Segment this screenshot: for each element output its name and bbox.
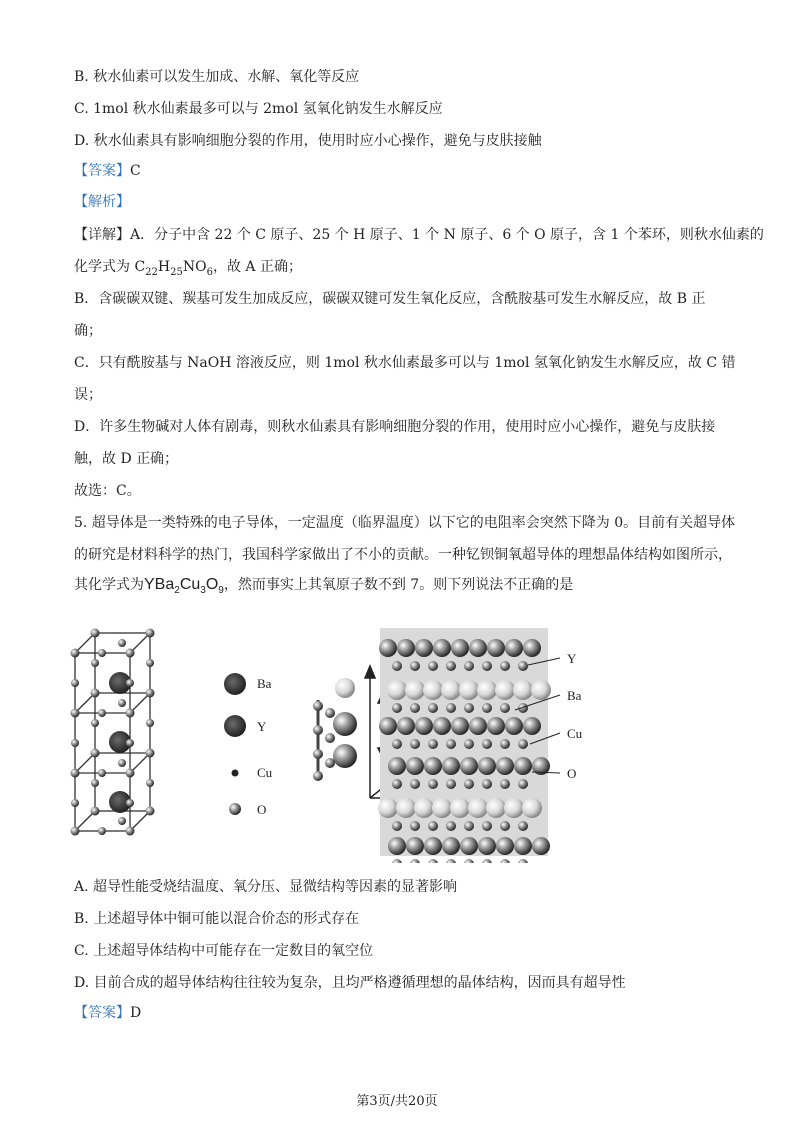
option-b-prev: B. 秋水仙素可以发生加成、水解、氧化等反应: [74, 69, 360, 85]
formula-part: ，故 A 正确；: [212, 259, 302, 275]
detail-tag: 【详解】: [74, 227, 130, 243]
label-cu: Cu: [567, 726, 583, 741]
analysis-line: [74, 193, 130, 211]
question-5-line-2: 的研究是材料科学的热门，我国科学家做出了不小的贡献。一种钇钡铜氧超导体的理想晶体结构如图所示，: [74, 547, 732, 563]
formula-part: 化学式为 C: [74, 259, 146, 275]
detail-line-1: [74, 226, 764, 244]
formula-sub: 22: [145, 266, 158, 278]
detail-line-3: B．含碳碳双键、羰基可发生加成反应，碳碳双键可发生氧化反应，含酰胺基可发生水解反应，故 B 正: [74, 291, 706, 307]
analysis-tag: 【解析】: [74, 194, 130, 210]
legend-o: O: [257, 802, 267, 817]
formula-part: NO: [182, 259, 207, 275]
legend-ba: Ba: [257, 676, 272, 691]
answer-line-1: [74, 162, 141, 180]
q5-text: 其化学式为: [74, 577, 144, 593]
option-d-prev: D. 秋水仙素具有影响细胞分裂的作用，使用时应小心操作，避免与皮肤接触: [74, 133, 542, 149]
answer-value-2: D: [130, 1005, 142, 1021]
formula-sub: 6: [206, 266, 213, 278]
cu-legend-marker: [232, 770, 239, 777]
detail-line-9: 故选：C。: [74, 483, 141, 499]
legend-y: Y: [257, 719, 267, 734]
o-legend-marker: [229, 803, 241, 815]
y-legend-marker: [224, 715, 246, 737]
detail-line-7: D．许多生物碱对人体有剧毒，则秋水仙素具有影响细胞分裂的作用，使用时应小心操作，避免与皮肤接: [74, 419, 716, 435]
detail-line-6: 误；: [74, 387, 102, 403]
option-c-prev: C. 1mol 秋水仙素最多可以与 2mol 氢氧化钠发生水解反应: [74, 101, 443, 117]
formula-part: H: [157, 259, 171, 275]
detail-line-2: [74, 258, 302, 276]
label-ba: Ba: [567, 688, 582, 703]
question-5-line-1: 5. 超导体是一类特殊的电子导体，一定温度（临界温度）以下它的电阻率会突然下降为 0。目前有关超导体: [74, 515, 736, 531]
label-y: Y: [567, 651, 577, 666]
detail-line-8: 触，故 D 正确；: [74, 451, 179, 467]
crystal-structure-figure: [60, 618, 620, 863]
chain-fragment: [313, 678, 357, 781]
page-footer: 第3页/共20页: [356, 1094, 438, 1109]
option-c: C. 上述超导体结构中可能存在一定数目的氧空位: [74, 943, 374, 959]
legend-markers: [224, 673, 246, 815]
legend-cu: Cu: [257, 765, 273, 780]
answer-tag: 【答案】: [74, 163, 130, 179]
question-5-line-3: [74, 576, 574, 597]
unit-cell-atoms: [71, 629, 155, 836]
crystal-lattice-block: [378, 628, 551, 863]
q5-text: ，然而事实上其氧原子数不到 7。则下列说法不正确的是: [223, 577, 574, 593]
option-b: B. 上述超导体中铜可能以混合价态的形式存在: [74, 911, 360, 927]
detail-line-4: 确；: [74, 323, 102, 339]
detail-line-5: C．只有酰胺基与 NaOH 溶液反应，则 1mol 秋水仙素最多可以与 1mol 氢氧化钠发生水解反应，故 C 错: [74, 355, 736, 371]
detail-text-1: A．分子中含 22 个 C 原子、25 个 H 原子、1 个 N 原子、6 个 O 原子，含 1 个苯环，则秋水仙素的: [130, 227, 764, 243]
crystal-structure-svg: [60, 618, 620, 863]
chemical-formula: $YBa_2Cu_3O_9$: [144, 576, 224, 597]
answer-value: C: [130, 163, 141, 179]
answer-tag-2: 【答案】: [74, 1005, 130, 1021]
ba-legend-marker: [224, 673, 246, 695]
option-a: A. 超导性能受烧结温度、氧分压、显微结构等因素的显著影响: [74, 879, 458, 895]
answer-line-2: [74, 1004, 141, 1022]
formula-sub: 25: [170, 266, 183, 278]
option-d: D. 目前合成的超导体结构往往较为复杂，且均严格遵循理想的晶体结构，因而具有超导性: [74, 975, 626, 991]
label-o: O: [567, 766, 577, 781]
